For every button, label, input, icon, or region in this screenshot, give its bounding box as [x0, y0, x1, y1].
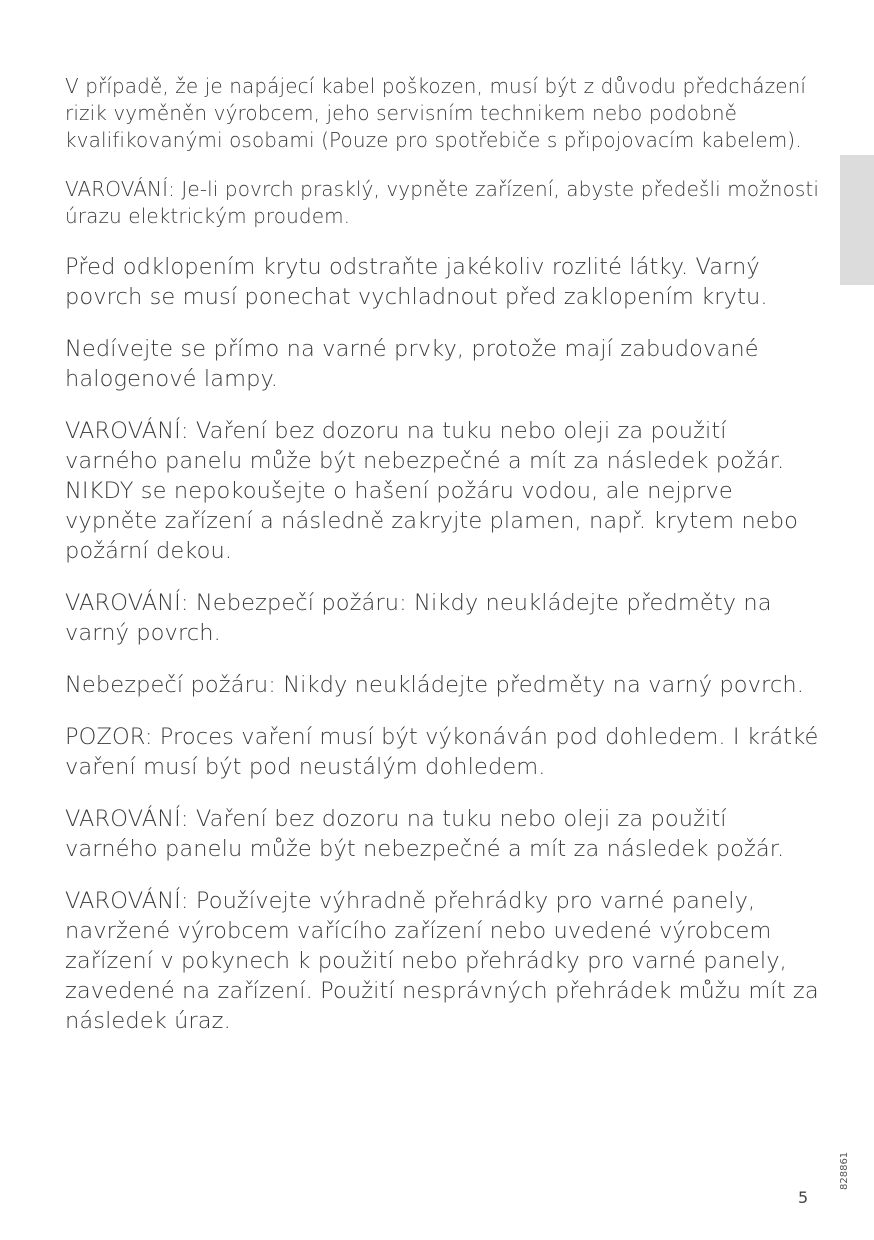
page-content [65, 73, 825, 1058]
paragraph-power-cable: V případě, že je napájecí kabel poškozen, musí být z důvodu předcházení rizik vyměněn výrobcem, jeho servisním technikem nebo podobně kvalifikovanými osobami (Pouze pro spotřebiče s připojovacím kabelem). [65, 74, 807, 152]
paragraph-fire-hazard-warning: VAROVÁNÍ: Nebezpečí požáru: Nikdy neukládejte předměty na varný povrch. [65, 590, 772, 646]
page-number: 5 [798, 1188, 809, 1207]
paragraph-cracked-surface-warning: VAROVÁNÍ: Je-li povrch prasklý, vypněte zařízení, abyste předešli možnosti úrazu elektrickým proudem. [65, 177, 820, 228]
paragraph-supervision-caution: POZOR: Proces vaření musí být výkonáván pod dohledem. I krátké vaření musí být pod neustálým dohledem. [65, 724, 819, 780]
section-tab-marker [840, 155, 874, 285]
paragraph-cover-spills: Před odklopením krytu odstraňte jakékoliv rozlité látky. Varný povrch se musí ponechat vychladnout před zaklopením krytu. [65, 254, 768, 310]
paragraph-halogen-lamps: Nedívejte se přímo na varné prvky, protože mají zabudované halogenové lampy. [65, 336, 759, 392]
document-code: 828861 [839, 1151, 850, 1190]
paragraph-fat-oil-fire-warning: VAROVÁNÍ: Vaření bez dozoru na tuku nebo oleji za použití varného panelu může být nebezpečné a mít za následek požár. NIKDY se nepokoušejte o hašení požáru vodou, ale nejprve vypněte zařízení a následně zakryjte plamen, např. krytem nebo požární dekou. [65, 418, 798, 564]
paragraph-hob-guards-warning: VAROVÁNÍ: Používejte výhradně přehrádky pro varné panely, navržené výrobcem vařícího zařízení nebo uvedené výrobcem zařízení v pokynech k použití nebo přehrádky pro varné panely, zavedené na zařízení. Použití nesprávných přehrádek můžu mít za následek úraz. [65, 888, 819, 1034]
paragraph-fire-hazard: Nebezpečí požáru: Nikdy neukládejte předměty na varný povrch. [65, 672, 804, 698]
paragraph-unattended-cooking-warning: VAROVÁNÍ: Vaření bez dozoru na tuku nebo oleji za použití varného panelu může být nebezpečné a mít za následek požár. [65, 806, 785, 862]
